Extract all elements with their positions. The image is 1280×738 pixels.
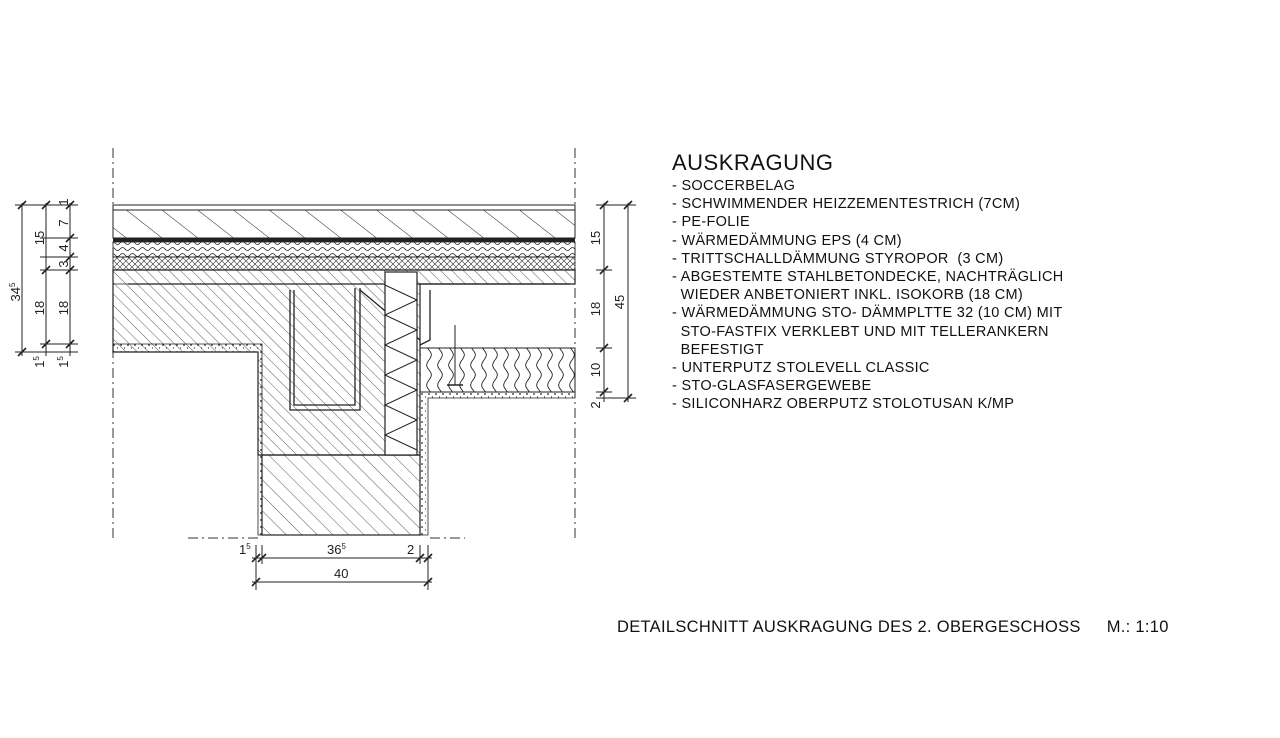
legend-item: - WÄRMEDÄMMUNG STO- DÄMMPLTTE 32 (10 CM) MIT xyxy=(672,305,1063,322)
dim-left-18b: 18 xyxy=(56,300,71,316)
isokorb-element xyxy=(385,272,417,455)
soffit-insulation xyxy=(420,325,575,392)
legend-item: - SOCCERBELAG xyxy=(672,178,796,194)
dim-left-1: 1 xyxy=(56,198,71,206)
dim-bottom-40: 40 xyxy=(334,566,349,581)
legend-list xyxy=(672,177,1064,414)
dim-left-bottom: $1^5$ xyxy=(32,356,47,368)
dim-left-18: 18 xyxy=(32,300,47,316)
right-dimension-labels xyxy=(588,231,627,409)
material-legend xyxy=(672,150,1064,414)
legend-item: WIEDER ANBETONIERT INKL. ISOKORB (18 CM) xyxy=(672,287,1024,304)
legend-item: - UNTERPUTZ STOLEVELL CLASSIC xyxy=(672,360,930,377)
drawing-caption xyxy=(617,618,1169,637)
dim-left-3: 3 xyxy=(56,260,71,268)
legend-item: STO-FASTFIX VERKLEBT UND MIT TELLERANKERN xyxy=(672,323,1049,340)
legend-item: BEFESTIGT xyxy=(672,341,764,358)
concrete-slab xyxy=(113,270,575,535)
legend-item: - TRITTSCHALLDÄMMUNG STYROPOR (3 CM) xyxy=(672,250,1004,267)
legend-item: - PE-FOLIE xyxy=(672,214,750,231)
legend-title: AUSKRAGUNG xyxy=(672,150,834,175)
dim-left-total: $34^5$ xyxy=(8,282,23,302)
dim-right-18: 18 xyxy=(588,301,603,317)
legend-item: - SCHWIMMENDER HEIZZEMENTESTRICH (7CM) xyxy=(672,196,1021,213)
dim-right-45: 45 xyxy=(612,294,627,310)
dim-bottom-1: $1^5$ xyxy=(239,542,251,557)
bottom-dimension-labels xyxy=(239,542,414,581)
dim-bottom-2: 2 xyxy=(407,542,415,557)
legend-item: - ABGESTEMTE STAHLBETONDECKE, NACHTRÄGLICH xyxy=(672,269,1064,286)
legend-item: - SILICONHARZ OBERPUTZ STOLOTUSAN K/MP xyxy=(672,396,1015,413)
caption-text: DETAILSCHNITT AUSKRAGUNG DES 2. OBERGESCHOSS xyxy=(617,618,1081,636)
legend-item: - WÄRMEDÄMMUNG EPS (4 CM) xyxy=(672,232,902,249)
dim-left-4: 4 xyxy=(56,244,71,252)
floor-layers xyxy=(113,205,575,270)
dim-right-2: 2 xyxy=(588,401,603,409)
dim-bottom-36: $36^5$ xyxy=(327,542,346,557)
dim-left-bottom-b: $1^5$ xyxy=(56,356,71,368)
dim-right-15: 15 xyxy=(588,230,603,246)
legend-item: - STO-GLASFASERGEWEBE xyxy=(672,378,872,395)
dim-left-15: 15 xyxy=(32,230,47,246)
dim-left-7: 7 xyxy=(56,219,71,227)
left-dimension-labels xyxy=(8,198,71,367)
dim-right-10: 10 xyxy=(588,362,603,378)
scale-label: M.: 1:10 xyxy=(1106,618,1169,636)
